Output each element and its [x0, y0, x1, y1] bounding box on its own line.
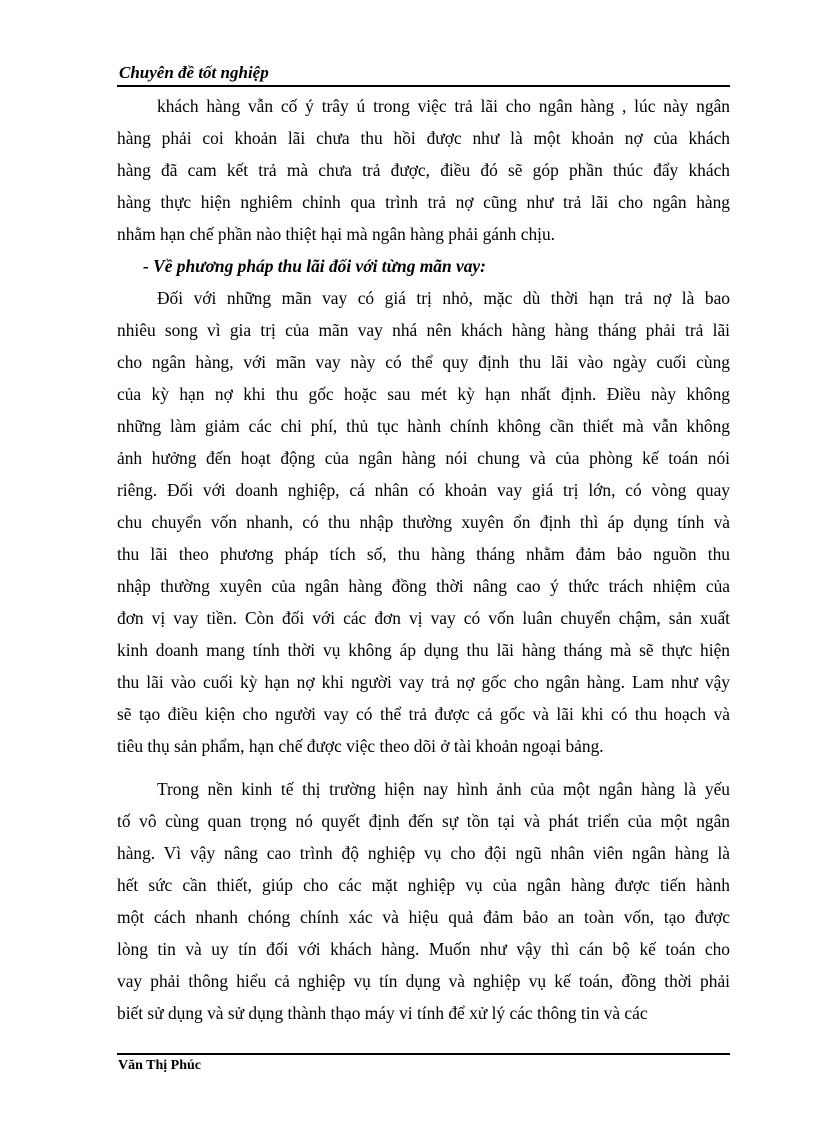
- paragraph-3: [117, 773, 730, 1029]
- text-line: một cách nhanh chóng chính xác và hiệu quả đảm bảo an toàn vốn, tạo được: [117, 907, 730, 927]
- text-line: nhập thường xuyên của ngân hàng đồng thời nâng cao ý thức trách nhiệm của: [117, 576, 730, 596]
- text-line: biết sử dụng và sử dụng thành thạo máy vi tính để xử lý các thông tin và các: [117, 1003, 648, 1023]
- paragraph-2: [117, 282, 730, 762]
- text-line: vay phải thông hiểu cả nghiệp vụ tín dụng và nghiệp vụ kế toán, đồng thời phải: [117, 971, 730, 991]
- text-line: hàng thực hiện nghiêm chỉnh qua trình trả nợ cũng như trả lãi cho ngân hàng: [117, 192, 730, 212]
- section-subheading: - Về phương pháp thu lãi đối với từng mãn vay:: [143, 256, 486, 276]
- footer-author: Văn Thị Phúc: [118, 1058, 201, 1073]
- paragraph-1: [117, 90, 730, 250]
- text-line: riêng. Đối với doanh nghiệp, cá nhân có khoản vay giá trị lớn, có vòng quay: [117, 480, 730, 500]
- text-line: hàng phải coi khoản lãi chưa thu hồi được như là một khoản nợ của khách: [117, 128, 730, 148]
- text-line: đơn vị vay tiền. Còn đối với các đơn vị vay có vốn luân chuyển chậm, sản xuất: [117, 608, 730, 628]
- text-line: nhiêu song vì gia trị của mãn vay nhá nên khách hàng hàng tháng phải trả lãi: [117, 320, 730, 340]
- text-line: nhằm hạn chế phần nào thiệt hại mà ngân hàng phải gánh chịu.: [117, 224, 556, 244]
- text-line: chu chuyển vốn nhanh, có thu nhập thường xuyên ổn định thì áp dụng tính và: [117, 512, 730, 532]
- text-line: hàng. Vì vậy nâng cao trình độ nghiệp vụ cho đội ngũ nhân viên ngân hàng là: [117, 843, 730, 863]
- text-line: sẽ tạo điều kiện cho người vay có thể trả được cả gốc và lãi khi có thu hoạch và: [117, 704, 730, 724]
- text-line: lòng tin và uy tín đối với khách hàng. Muốn như vậy thì cán bộ kế toán cho: [117, 939, 730, 959]
- text-line: Đối với những mãn vay có giá trị nhỏ, mặc dù thời hạn trả nợ là bao: [157, 288, 730, 308]
- text-line: hàng đã cam kết trả mà chưa trả được, điều đó sẽ góp phần thúc đẩy khách: [117, 160, 730, 180]
- paragraph-spacer: [117, 762, 730, 773]
- text-line: tiêu thụ sản phẩm, hạn chế được việc theo dõi ở tài khoản ngoại bảng.: [117, 736, 604, 756]
- text-line: khách hàng vẫn cố ý trây ú trong việc trả lãi cho ngân hàng , lúc này ngân: [157, 96, 730, 116]
- text-line: ảnh hưởng đến hoạt động của ngân hàng nói chung và của phòng kế toán nói: [117, 448, 730, 468]
- page-header: [117, 58, 730, 87]
- text-line: cho ngân hàng, với mãn vay này có thể quy định thu lãi vào ngày cuối cùng: [117, 352, 730, 372]
- text-line: của kỳ hạn nợ khi thu gốc hoặc sau mét kỳ hạn nhất định. Điều này không: [117, 384, 730, 404]
- text-line: những làm giảm các chi phí, thủ tục hành chính không cần thiết mà vẫn không: [117, 416, 730, 436]
- text-line: tố vô cùng quan trọng nó quyết định đến sự tồn tại và phát triển của một ngân: [117, 811, 730, 831]
- text-line: hết sức cần thiết, giúp cho các mặt nghiệp vụ của ngân hàng được tiến hành: [117, 875, 730, 895]
- footer-divider: [117, 1053, 730, 1055]
- text-line: thu lãi vào cuối kỳ hạn nợ khi người vay trả nợ gốc cho ngân hàng. Lam như vậy: [117, 672, 730, 692]
- header-title: Chuyên đề tốt nghiệp: [119, 63, 269, 82]
- text-line: thu lãi theo phương pháp tích số, thu hàng tháng nhằm đảm bảo nguồn thu: [117, 544, 730, 564]
- text-line: kinh doanh mang tính thời vụ không áp dụng thu lãi hàng tháng mà sẽ thực hiện: [117, 640, 730, 660]
- document-body: [117, 90, 730, 1029]
- text-line: Trong nền kinh tế thị trường hiện nay hình ảnh của một ngân hàng là yếu: [157, 779, 730, 799]
